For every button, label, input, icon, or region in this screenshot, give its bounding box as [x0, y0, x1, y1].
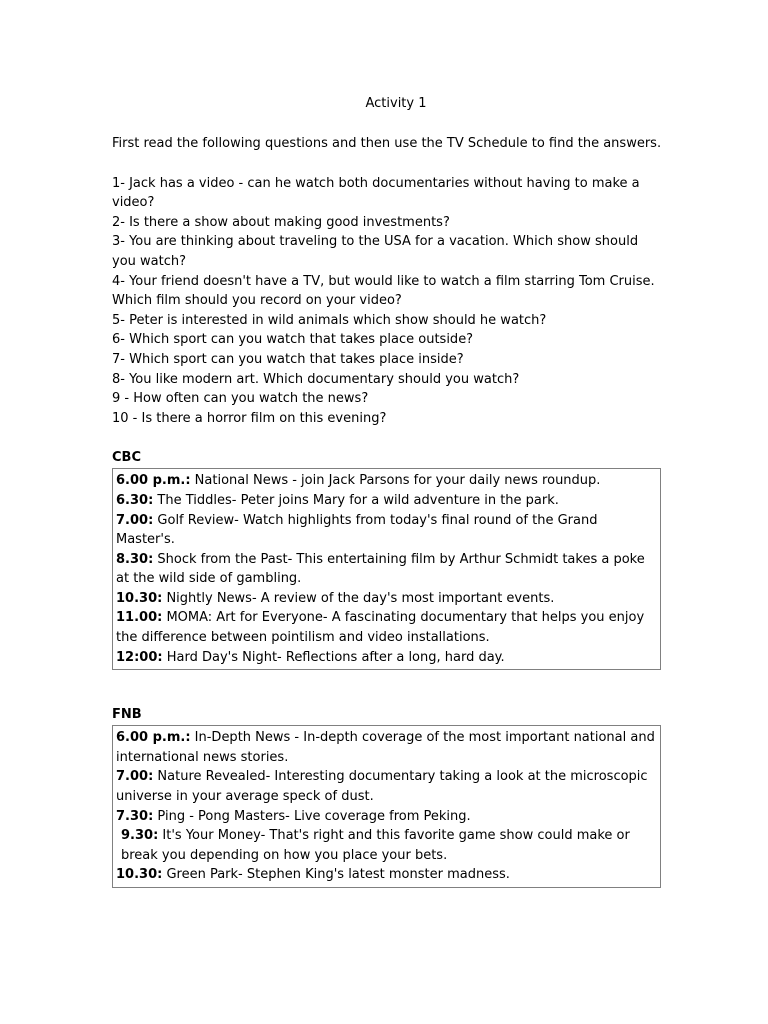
question-3: 3- You are thinking about traveling to the USA for a vacation. Which show should you watch? — [112, 234, 639, 269]
schedule-entry — [116, 728, 657, 767]
question-2: 2- Is there a show about making good investments? — [112, 214, 450, 230]
question-8: 8- You like modern art. Which documentary should you watch? — [112, 371, 520, 387]
question-6: 6- Which sport can you watch that takes place outside? — [112, 332, 474, 348]
question-9: 9 - How often can you watch the news? — [112, 391, 369, 407]
entry-text: Green Park- Stephen King's latest monster madness. — [162, 867, 510, 883]
question-4: 4- Your friend doesn't have a TV, but would like to watch a film starring Tom Cruise. Which film should you record on your video? — [112, 273, 655, 309]
cbc-heading: CBC — [112, 450, 141, 466]
entry-time: 8.30: — [116, 551, 154, 567]
entry-time: 12:00: — [116, 649, 163, 665]
question-5: 5- Peter is interested in wild animals which show should he watch? — [112, 312, 547, 328]
entry-text: It's Your Money- That's right and this favorite game show could make or break you depending on how you place your bets. — [121, 828, 630, 863]
entry-time: 7.30: — [116, 808, 154, 824]
schedule-entry — [116, 550, 657, 589]
page-title: Activity 1 — [365, 96, 427, 111]
schedule-entry — [116, 826, 657, 865]
entry-text: Hard Day's Night- Reflections after a long, hard day. — [162, 649, 505, 665]
cbc-schedule-box — [112, 468, 661, 670]
question-1: 1- Jack has a video - can he watch both documentaries without having to make a video? — [112, 175, 640, 211]
entry-time: 6.00 p.m.: — [116, 730, 191, 746]
entry-time: 7.00: — [116, 512, 154, 528]
entry-time: 10.30: — [116, 867, 163, 883]
entry-text: Golf Review- Watch highlights from today's final round of the Grand Master's. — [116, 512, 598, 548]
entry-text: The Tiddles- Peter joins Mary for a wild adventure in the park. — [153, 492, 559, 508]
entry-time: 11.00: — [116, 610, 163, 626]
entry-text: MOMA: Art for Everyone- A fascinating documentary that helps you enjoy the difference between pointilism and video installations. — [116, 610, 645, 646]
schedule-entry — [116, 511, 657, 550]
fnb-heading: FNB — [112, 707, 142, 723]
document-page — [112, 94, 662, 888]
schedule-entry — [116, 608, 657, 647]
fnb-schedule-box — [112, 725, 661, 888]
entry-time: 7.00: — [116, 769, 154, 785]
entry-time: 9.30: — [121, 828, 159, 844]
entry-text: Nightly News- A review of the day's most important events. — [162, 590, 555, 606]
entry-text: Nature Revealed- Interesting documentary taking a look at the microscopic universe in your average speck of dust. — [116, 769, 648, 805]
entry-text: National News - join Jack Parsons for your daily news roundup. — [190, 473, 601, 489]
question-list — [112, 174, 662, 429]
schedule-entry — [116, 471, 657, 491]
entry-time: 10.30: — [116, 590, 163, 606]
schedule-entry — [116, 767, 657, 806]
question-10: 10 - Is there a horror film on this evening? — [112, 410, 387, 426]
entry-text: Ping - Pong Masters- Live coverage from Peking. — [153, 808, 471, 824]
entry-text: In-Depth News - In-depth coverage of the most important national and international news stories. — [116, 730, 655, 765]
entry-time: 6.30: — [116, 492, 154, 508]
question-7: 7- Which sport can you watch that takes place inside? — [112, 351, 464, 367]
schedule-entry — [116, 807, 657, 827]
schedule-entry — [116, 589, 657, 609]
intro-text: First read the following questions and then use the TV Schedule to find the answers. — [112, 136, 662, 151]
schedule-entry — [116, 491, 657, 511]
schedule-entry — [116, 865, 657, 885]
schedule-entry — [116, 648, 657, 668]
entry-time: 6.00 p.m.: — [116, 473, 191, 489]
entry-text: Shock from the Past- This entertaining film by Arthur Schmidt takes a poke at the wild side of gambling. — [116, 551, 645, 587]
